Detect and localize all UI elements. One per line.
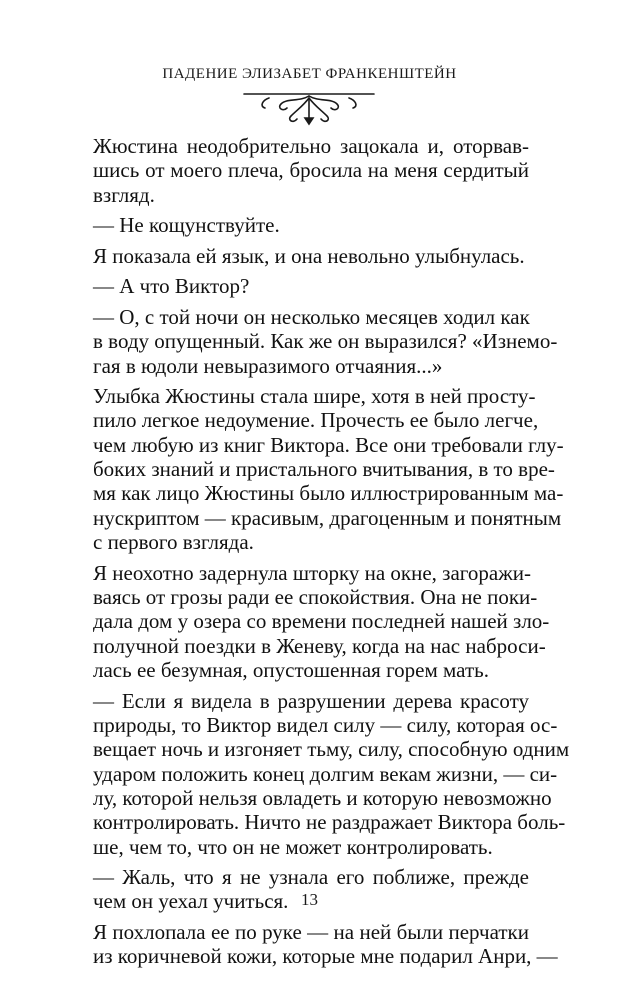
text-line: — Если я видела в разрушении дерева красоту xyxy=(93,688,529,713)
text-line: ваясь от грозы ради ее спокойствия. Она не поки- xyxy=(93,584,538,609)
paragraph xyxy=(93,560,550,683)
text-line: ше, чем то, что он не может контролировать. xyxy=(93,834,493,859)
text-line: Я похлопала ее по руке — на ней были перчатки xyxy=(93,920,529,944)
text-line: лу, которой нельзя овладеть и которую невозможно xyxy=(93,785,552,810)
text-line: природы, то Виктор видел силу — силу, которая ос- xyxy=(93,712,558,737)
text-line: чем он уехал учиться. xyxy=(93,889,289,914)
text-line: Я показала ей язык, и она невольно улыбнулась. xyxy=(93,243,525,268)
text-line: Жюстина неодобрительно зацокала и, оторвав- xyxy=(93,134,529,158)
text-line: гая в юдоли невыразимого отчаяния...» xyxy=(93,353,443,378)
text-line: — Не кощунствуйте. xyxy=(93,213,280,238)
paragraph xyxy=(93,688,570,859)
text-line: Я неохотно задернула шторку на окне, загоражи- xyxy=(93,560,531,585)
text-line: мя как лицо Жюстины было иллюстрированным ма- xyxy=(93,481,564,506)
text-line: боких знаний и пристального вчитывания, в то вре- xyxy=(93,457,555,482)
text-line: Улыбка Жюстины стала шире, хотя в ней просту- xyxy=(93,384,536,409)
paragraph xyxy=(93,384,564,555)
paragraph xyxy=(93,134,529,207)
text-line: в воду опущенный. Как же он выразился? «Изнемо- xyxy=(93,329,558,354)
text-line: — А что Виктор? xyxy=(93,274,250,299)
text-line: чем любую из книг Виктора. Все они требовали глу- xyxy=(93,432,564,457)
text-line: ударом положить конец долгим векам жизни, — си- xyxy=(93,761,558,786)
text-line: вещает ночь и изгоняет тьму, силу, способную одним xyxy=(93,737,570,762)
paragraph xyxy=(93,304,558,378)
text-line: — О, с той ночи он несколько месяцев ходил как xyxy=(93,304,530,329)
text-line: — Жаль, что я не узнала его поближе, прежде xyxy=(93,865,529,890)
running-head: ПАДЕНИЕ ЭЛИЗАБЕТ ФРАНКЕНШТЕЙН xyxy=(162,66,457,82)
text-line: получной поездки в Женеву, когда на нас наброси- xyxy=(93,633,546,658)
page-number: 13 xyxy=(301,890,318,909)
paragraph xyxy=(93,244,529,268)
paragraph xyxy=(93,213,529,237)
text-line: контролировать. Ничто не раздражает Виктора боль- xyxy=(93,810,566,835)
text-line: пило легкое недоумение. Прочесть ее было легче, xyxy=(93,408,539,433)
text-line: лась ее безумная, опустошенная горем мать. xyxy=(93,658,489,682)
flourish-ornament-icon xyxy=(239,88,379,128)
text-line: дала дом у озера со времени последней нашей зло- xyxy=(93,609,550,634)
text-line: нускриптом — красивым, драгоценным и понятным xyxy=(93,505,562,530)
text-line: взгляд. xyxy=(93,182,155,207)
body-text xyxy=(93,134,570,969)
paragraph xyxy=(93,274,529,298)
paragraph xyxy=(93,920,558,969)
text-line: с первого взгляда. xyxy=(93,530,254,555)
text-line: шись от моего плеча, бросила на меня сердитый xyxy=(93,158,529,183)
text-line: из коричневой кожи, которые мне подарил Анри, — xyxy=(93,944,558,969)
